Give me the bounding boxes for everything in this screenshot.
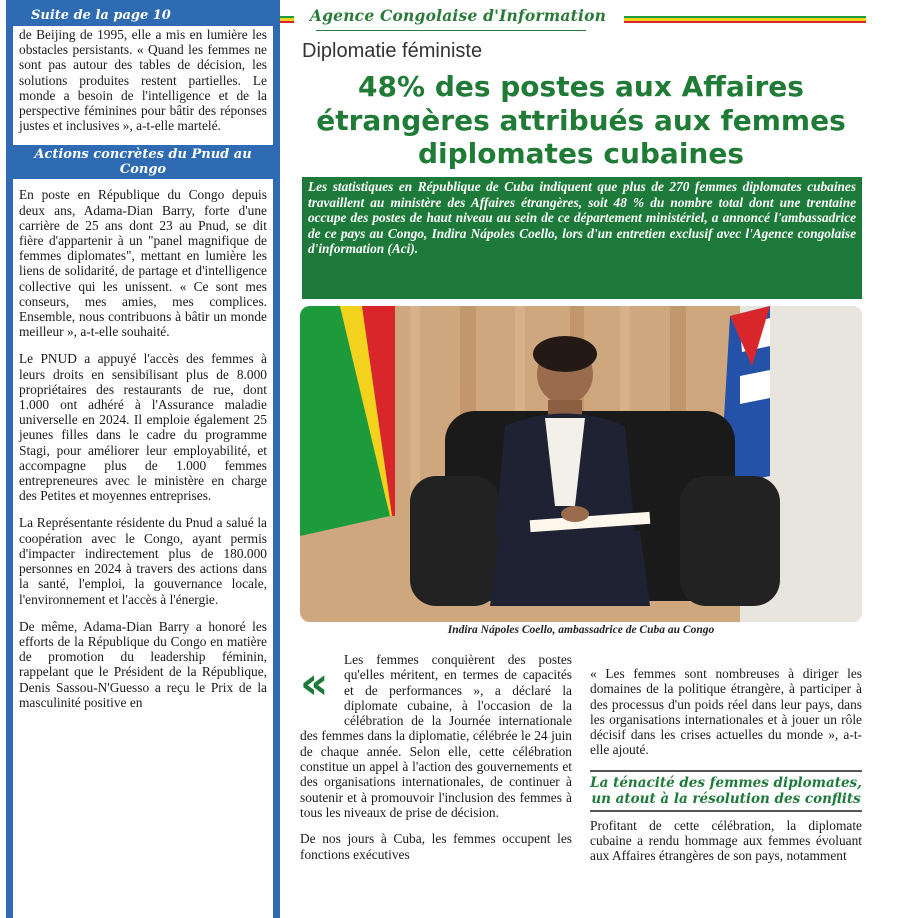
article-subheading: La ténacité des femmes diplomates, un atout à la résolution des conflits — [590, 774, 862, 807]
agency-underline — [316, 30, 586, 31]
flag-stripe-right — [624, 16, 866, 23]
ambassador-photo — [300, 306, 862, 622]
agency-name: Agence Congolaise d'Information — [309, 6, 607, 25]
photo-illustration — [300, 306, 862, 622]
flag-stripe-left — [280, 16, 294, 23]
sidebar-paragraph: de Beijing de 1995, elle a mis en lumière les obstacles persistants. « Quand les femmes ne sont pas autour des tables de décision, les solutions produites restent partielles. Le monde a besoin de l'intelligence et de la perspective féminines pour bâtir des réponses justes et inclusives », a-t-elle martelé. — [19, 27, 267, 134]
article-paragraph: « Les femmes sont nombreuses à diriger les domaines de la politique étrangère, à participer à des processus d'un poids réel dans leur pays, dans les organisations internationales et à jouer un rôle décisif dans les crises actuelles du monde », a-t-elle ajouté. — [590, 666, 862, 758]
headline: 48% des postes aux Affaires étrangères attribués aux femmes diplomates cubaines — [316, 70, 846, 170]
sidebar-paragraph: La Représentante résidente du Pnud a salué la coopération avec le Congo, ayant permis d'impacter indirectement plus de 180.000 personnes en 2024 à travers des actions dans la santé, l'emploi, la gouvernance locale, l'environnement et l'accès à l'énergie. — [19, 515, 267, 607]
sidebar-content — [13, 6, 273, 918]
subheading-box — [590, 770, 862, 812]
article-paragraph: Profitant de cette célébration, la diplomate cubaine a rendu hommage aux femmes évoluant aux Affaires étrangères de son pays, notamment — [590, 817, 862, 864]
rubric-label: Diplomatie féministe — [302, 40, 483, 62]
sidebar-paragraph: En poste en République du Congo depuis deux ans, Adama-Dian Barry, forte d'une carrière de 25 ans dont 23 au Pnud, se dit fière d'appartenir à un "panel magnifique de femmes diplomates", mettant en lumière les liens de solidarité, de partage et d'intelligence collective qui les unissent. « Ce sont mes conseurs, mes amies, mes complices. Ensemble, nous contribuons à bâtir un monde meilleur », a-t-elle souhaité. — [19, 187, 267, 340]
lead-paragraph: Les statistiques en République de Cuba indiquent que plus de 270 femmes diplomates cubaines travaillent au ministère des Affaires étrangères, soit 48 % du nombre total dont une trentaine occupe des postes de haut niveau au sein de ce département ministériel, a annoncé l'ambassadrice de ce pays au Congo, Indira Nápoles Coello, lors d'un entretien exclusif avec l'Agence congolaise d'information (Aci). — [302, 177, 862, 299]
quote-mark-icon: « — [300, 658, 329, 709]
article-paragraph: De nos jours à Cuba, les femmes occupent les fonctions exécutives — [300, 831, 572, 862]
continuation-label: Suite de la page 10 — [13, 6, 273, 26]
article-column-left — [300, 652, 572, 862]
article-paragraph: Les femmes conquièrent des postes qu'elles méritent, en termes de capacités et de performances », a déclaré la diplomate cubaine, à l'occasion de la célébration de la Journée internationale des femmes dans la diplomatie, célébrée le 24 juin de chaque année. Selon elle, cette célébration constitue un appel à l'action des gouvernements et des organisations internationales, de continuer à soutenir et à promouvoir l'inclusion des femmes à tous les niveaux de prise de décision. — [300, 652, 572, 820]
sidebar-paragraph: Le PNUD a appuyé l'accès des femmes à leurs droits en sensibilisant plus de 8.000 propriétaires des restaurants de rue, dont 1.000 ont adhéré à l'Assurance maladie universelle en 2024. Il emploie également 25 jeunes filles dans le cadre du programme Stagi, pour améliorer leur employabilité, et accompagne plus de 1.000 femmes entrepreneures avec le ministère en charge des Petites et moyennes entreprises. — [19, 351, 267, 504]
sidebar-heading-box — [13, 145, 273, 179]
sidebar-column — [6, 0, 280, 918]
article-column-right — [590, 666, 862, 864]
photo-caption: Indira Nápoles Coello, ambassadrice de Cuba au Congo — [447, 624, 715, 636]
sidebar-paragraph: De même, Adama-Dian Barry a honoré les efforts de la République du Congo en matière de promotion du leadership féminin, rappelant que le Président de la République, Denis Sassou-N'Guesso a reçu le Prix de la masculinité positive en — [19, 618, 267, 710]
sidebar-heading: Actions concrètes du Pnud au Congo — [34, 147, 252, 178]
